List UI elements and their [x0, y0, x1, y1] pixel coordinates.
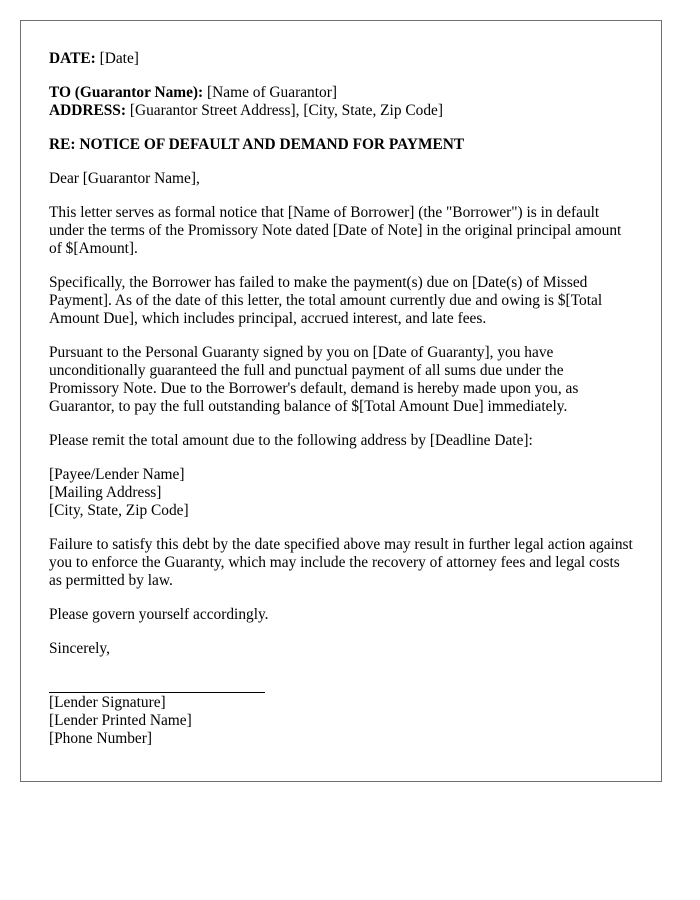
- date-value: [Date]: [99, 50, 139, 67]
- paragraph-remit-instructions: Please remit the total amount due to the following address by [Deadline Date]:: [49, 432, 533, 449]
- address-line: [49, 102, 633, 120]
- to-line: [49, 84, 633, 102]
- subject-line: RE: NOTICE OF DEFAULT AND DEMAND FOR PAYMENT: [49, 136, 465, 153]
- signoff: Sincerely,: [49, 640, 110, 657]
- lender-signature: [Lender Signature]: [49, 694, 166, 711]
- date-label: DATE:: [49, 50, 96, 67]
- paragraph-legal-action: Failure to satisfy this debt by the date specified above may result in further legal action against you to enforce the Guaranty, which may include the recovery of attorney fees and legal costs as permitted by law.: [49, 536, 633, 589]
- payee-city-state-zip: [City, State, Zip Code]: [49, 502, 189, 519]
- lender-phone: [Phone Number]: [49, 730, 153, 747]
- paragraph-default-notice: This letter serves as formal notice that [Name of Borrower] (the "Borrower") is in default under the terms of the Promissory Note dated [Date of Note] in the original principal amount of $[Amount].: [49, 204, 622, 257]
- payee-name: [Payee/Lender Name]: [49, 466, 185, 483]
- signature-line: [49, 692, 265, 693]
- payee-mailing-address: [Mailing Address]: [49, 484, 162, 501]
- to-label: TO (Guarantor Name):: [49, 84, 204, 101]
- signature-block: [49, 694, 633, 748]
- to-value: [Name of Guarantor]: [207, 84, 337, 101]
- letter: [20, 20, 662, 782]
- address-value: [Guarantor Street Address], [City, State, Zip Code]: [129, 102, 443, 119]
- date-line: [49, 50, 633, 68]
- recipient-block: [49, 84, 633, 120]
- address-label: ADDRESS:: [49, 102, 126, 119]
- salutation: Dear [Guarantor Name],: [49, 170, 200, 187]
- paragraph-govern: Please govern yourself accordingly.: [49, 606, 269, 623]
- payee-address-block: [49, 466, 633, 520]
- lender-printed-name: [Lender Printed Name]: [49, 712, 192, 729]
- paragraph-missed-payment: Specifically, the Borrower has failed to make the payment(s) due on [Date(s) of Missed Payment]. As of the date of this letter, the total amount currently due and owing is $[Total Amount Due], which includes principal, accrued interest, and late fees.: [49, 274, 603, 327]
- paragraph-guaranty-demand: Pursuant to the Personal Guaranty signed by you on [Date of Guaranty], you have unconditionally guaranteed the full and punctual payment of all sums due under the Promissory Note. Due to the Borrower's default, demand is hereby made upon you, as Guarantor, to pay the full outstanding balance of $[Total Amount Due] immediately.: [49, 344, 579, 415]
